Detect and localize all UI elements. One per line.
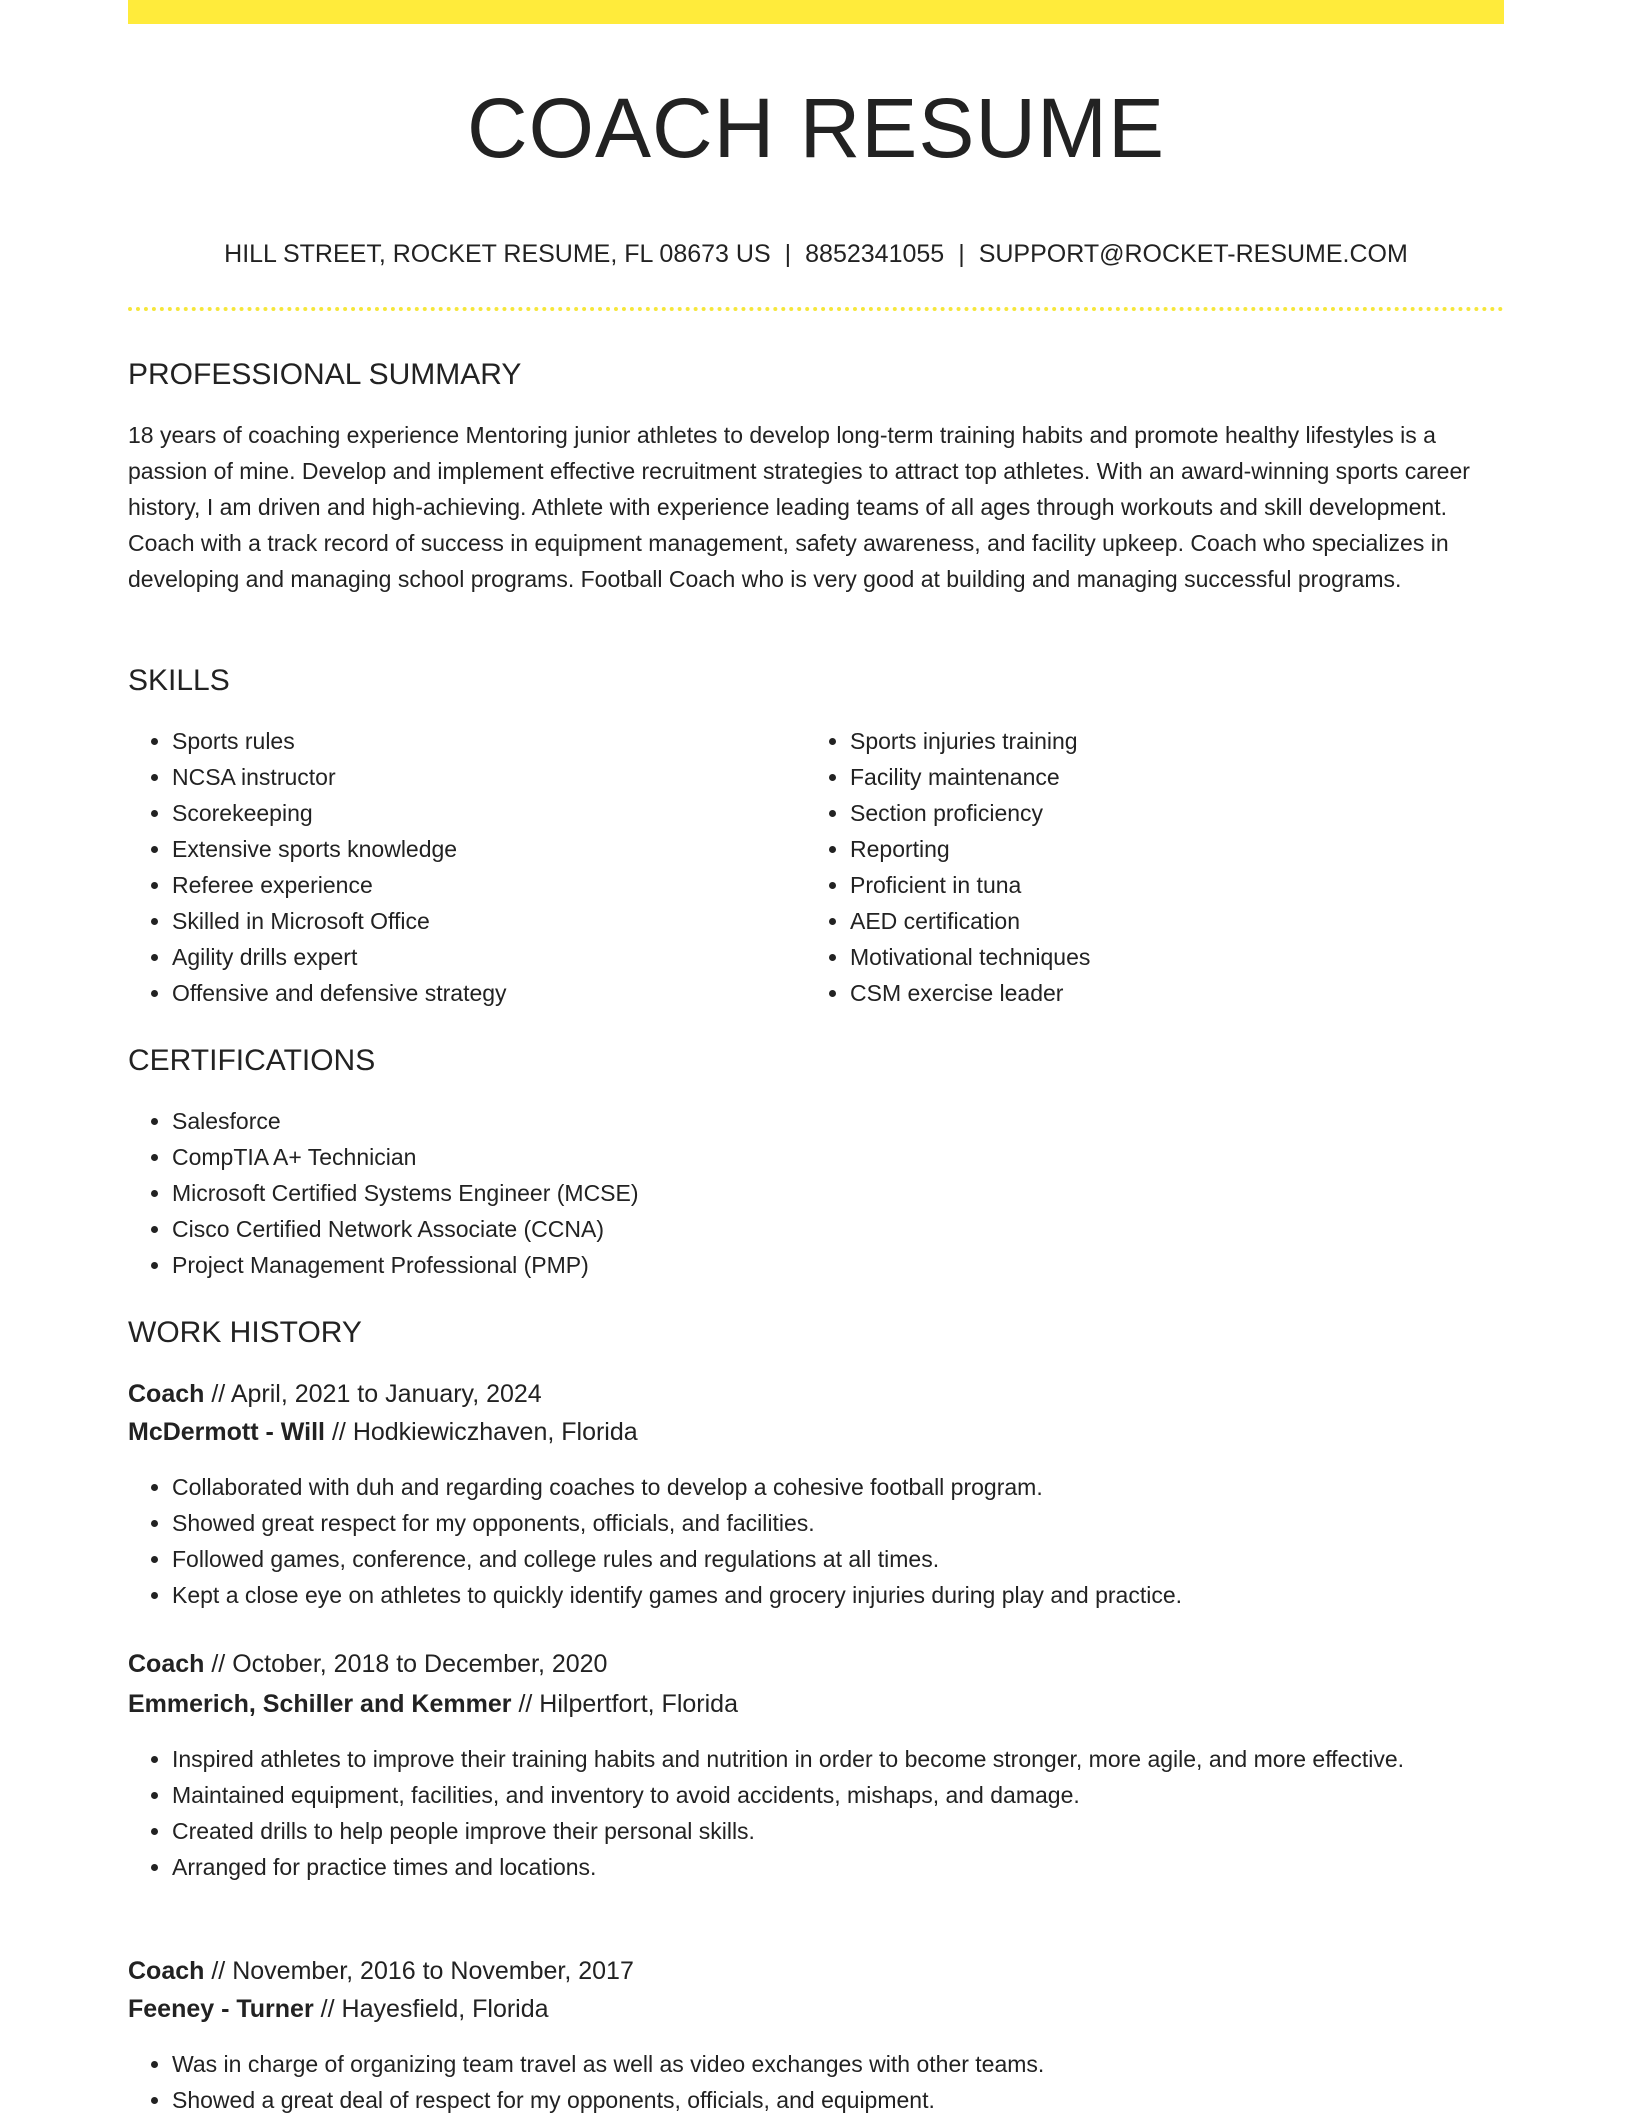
job-bullets [128,1741,1462,1885]
job-bullet-item: • Was in charge of organizing team travel as well as video exchanges with other teams. [172,2046,1472,2082]
certification-item: • Cisco Certified Network Associate (CCNA) [172,1211,1472,1247]
job-location: Hayesfield, Florida [341,1995,549,2023]
job-bullet-item: • Followed games, conference, and college rules and regulations at all times. [172,1541,1472,1577]
job-bullets [128,1469,1472,1613]
certifications-list [128,1103,1472,1283]
skill-item: • Reporting [850,831,1490,867]
job-dates: November, 2016 to November, 2017 [232,1957,634,1985]
job-bullet-item: • Inspired athletes to improve their training habits and nutrition in order to become stronger, more agile, and more effective. [172,1741,1462,1777]
job-separator: // [211,1380,226,1408]
job-bullet-item: • Showed great respect for my opponents, officials, and facilities. [172,1505,1472,1541]
job-bullet-item: • Created drills to help people improve their personal skills. [172,1813,1462,1849]
job-title-line [128,1375,542,1413]
resume-page [128,0,1504,2113]
skill-item: • AED certification [850,903,1490,939]
job-separator: // [331,1418,346,1446]
job-title: Coach [128,1650,205,1678]
job-company: Feeney - Turner [128,1995,314,2023]
skill-item: • Extensive sports knowledge [172,831,792,867]
job-bullet-item: • Maintained equipment, facilities, and inventory to avoid accidents, mishaps, and damage. [172,1777,1462,1813]
job-dates: April, 2021 to January, 2024 [230,1380,542,1408]
job-title-line [128,1645,607,1683]
skill-item: • Skilled in Microsoft Office [172,903,792,939]
skill-item: • Sports injuries training [850,723,1490,759]
skill-item: • Referee experience [172,867,792,903]
job-bullet-item: • Arranged for practice times and locations. [172,1849,1462,1885]
job-title: Coach [128,1957,205,1985]
skill-item: • Facility maintenance [850,759,1490,795]
skill-item: • Proficient in tuna [850,867,1490,903]
accent-top-bar [128,0,1504,24]
dotted-divider [128,307,1504,311]
summary-heading: PROFESSIONAL SUMMARY [128,358,522,391]
skill-item: • Motivational techniques [850,939,1490,975]
job-company-line [128,1413,638,1451]
job-title-line [128,1952,634,1990]
skill-item: • NCSA instructor [172,759,792,795]
contact-separator: | [958,240,965,268]
certification-item: • Salesforce [172,1103,1472,1139]
skills-list-left [128,723,792,1011]
certification-item: • CompTIA A+ Technician [172,1139,1472,1175]
job-company: Emmerich, Schiller and Kemmer [128,1690,512,1718]
job-company-line [128,1990,549,2028]
contact-phone: 8852341055 [805,240,945,268]
contact-address: HILL STREET, ROCKET RESUME, FL 08673 US [224,240,771,268]
summary-text: 18 years of coaching experience Mentoring junior athletes to develop long-term training habits and promote healthy lifestyles is a passion of mine. Develop and implement effective recruitment strategies to attract top athletes. With an award-winning sports career history, I am driven and high-achieving. Athlete with experience leading teams of all ages through workouts and skill development. Coach with a track record of success in equipment management, safety awareness, and facility upkeep. Coach who specializes in developing and managing school programs. Football Coach who is very good at building and managing successful programs. [128,422,1470,592]
job-bullet-item: • Collaborated with duh and regarding coaches to develop a cohesive football program. [172,1469,1472,1505]
work-history-heading: WORK HISTORY [128,1316,362,1349]
job-company: McDermott - Will [128,1418,325,1446]
job-title: Coach [128,1380,205,1408]
job-separator: // [211,1650,226,1678]
skills-heading: SKILLS [128,664,230,697]
contact-line [128,236,1504,272]
certifications-heading: CERTIFICATIONS [128,1044,376,1077]
job-separator: // [518,1690,533,1718]
job-separator: // [320,1995,335,2023]
skill-item: • Sports rules [172,723,792,759]
skill-item: • Offensive and defensive strategy [172,975,792,1011]
job-separator: // [211,1957,226,1985]
skill-item: • Scorekeeping [172,795,792,831]
skill-item: • Section proficiency [850,795,1490,831]
job-bullet-item: • Kept a close eye on athletes to quickly identify games and grocery injuries during play and practice. [172,1577,1472,1613]
job-location: Hilpertfort, Florida [539,1690,738,1718]
skill-item: • CSM exercise leader [850,975,1490,1011]
contact-email: SUPPORT@ROCKET-RESUME.COM [978,240,1408,268]
job-bullet-item: • Showed a great deal of respect for my opponents, officials, and equipment. [172,2082,1472,2118]
job-dates: October, 2018 to December, 2020 [232,1650,608,1678]
job-location: Hodkiewiczhaven, Florida [352,1418,638,1446]
skill-item: • Agility drills expert [172,939,792,975]
contact-separator: | [784,240,792,268]
certification-item: • Microsoft Certified Systems Engineer (MCSE) [172,1175,1472,1211]
skills-list-right [806,723,1490,1011]
resume-title: COACH RESUME [466,81,1166,175]
job-company-line [128,1685,738,1723]
certification-item: • Project Management Professional (PMP) [172,1247,1472,1283]
job-bullets [128,2046,1472,2118]
